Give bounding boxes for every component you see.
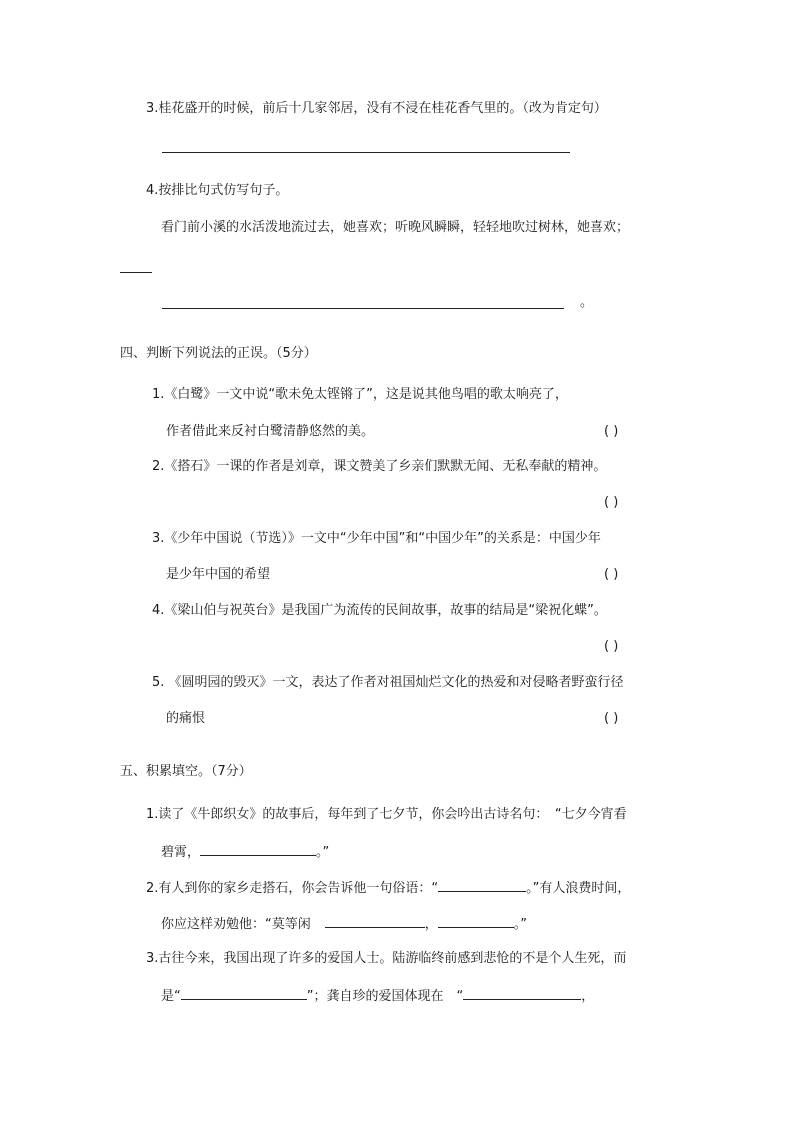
fill-item-2-line2 xyxy=(161,915,527,933)
fill-item-1-line2 xyxy=(161,843,329,861)
fill-item-2-text-d: ， xyxy=(424,917,438,932)
fill-blank[interactable] xyxy=(463,987,581,1000)
judge-answer-3[interactable]: ( ) xyxy=(604,567,619,582)
fill-item-3-text-a: 是“ xyxy=(161,989,181,1004)
judge-item-1-line2: 作者借此来反衬白鹭清静悠然的美。 xyxy=(166,424,375,439)
fill-blank[interactable] xyxy=(181,987,307,1000)
judge-answer-2[interactable]: ( ) xyxy=(604,495,619,510)
judge-answer-4[interactable]: ( ) xyxy=(604,639,619,654)
fill-blank[interactable] xyxy=(200,843,316,856)
judge-answer-1[interactable]: ( ) xyxy=(604,424,619,439)
question-4-prompt: 4.按排比句式仿写句子。 xyxy=(146,183,289,198)
question-3-prompt: 3.桂花盛开的时候，前后十几家邻居，没有不浸在桂花香气里的。（改为肯定句） xyxy=(146,101,607,116)
fill-item-1-text-a: 碧霄， xyxy=(161,845,201,860)
fill-item-2-line1 xyxy=(146,879,630,897)
fill-item-2-text-b: 。”有人浪费时间， xyxy=(526,881,631,896)
fill-blank[interactable] xyxy=(438,915,514,928)
judge-item-5-line1: 5. 《圆明园的毁灭》一文，表达了作者对祖国灿烂文化的热爱和对侵略者野蛮行径 xyxy=(152,675,624,690)
answer-line[interactable] xyxy=(162,152,570,153)
fill-item-1-text-b: 。” xyxy=(316,845,330,860)
fill-item-2-text-c: 你应这样劝勉他：“莫等闲 xyxy=(161,917,311,932)
fill-item-3-text-b: ”；龚自珍的爱国体现在 “ xyxy=(306,989,464,1004)
judge-item-3-line2: 是少年中国的希望 xyxy=(166,567,271,582)
fill-item-3-line1: 3.古往今来，我国出现了许多的爱国人士。陆游临终前感到悲怆的不是个人生死，而 xyxy=(146,951,627,966)
question-4-example: 看门前小溪的水活泼地流过去，她喜欢；听晚风瞬瞬，轻轻地吹过树林，她喜欢； xyxy=(161,220,630,235)
section-4-title: 四、判断下列说法的正误。（5分） xyxy=(120,346,317,361)
answer-line[interactable] xyxy=(120,272,152,273)
fill-item-2-text-a: 2.有人到你的家乡走搭石，你会告诉他一句俗语：“ xyxy=(146,881,439,896)
judge-item-4-line1: 4.《梁山伯与祝英台》是我国广为流传的民间故事，故事的结局是“梁祝化蝶”。 xyxy=(152,603,607,618)
answer-line[interactable] xyxy=(162,308,564,309)
fill-blank[interactable] xyxy=(325,915,425,928)
fill-item-3-text-c: ， xyxy=(581,989,595,1004)
fill-item-1-line1: 1.读了《牛郎织女》的故事后，每年到了七夕节，你会吟出古诗名句： “七夕今宵看 xyxy=(146,807,627,822)
fill-item-2-text-e: 。” xyxy=(513,917,528,932)
judge-item-3-line1: 3.《少年中国说（节选）》一文中“少年中国”和“中国少年”的关系是：中国少年 xyxy=(152,531,601,546)
end-mark: 。 xyxy=(580,295,594,310)
fill-blank[interactable] xyxy=(438,879,526,892)
judge-item-1-line1: 1.《白鹭》一文中说“歌未免太铿锵了”，这是说其他鸟唱的歌太响亮了， xyxy=(152,387,568,402)
judge-item-2-line1: 2.《搭石》一课的作者是刘章，课文赞美了乡亲们默默无闻、无私奉献的精神。 xyxy=(152,459,607,474)
fill-item-3-line2 xyxy=(161,987,594,1005)
section-5-title: 五、积累填空。（7分） xyxy=(120,764,252,779)
judge-answer-5[interactable]: ( ) xyxy=(604,711,619,726)
judge-item-5-line2: 的痛恨 xyxy=(166,711,206,726)
